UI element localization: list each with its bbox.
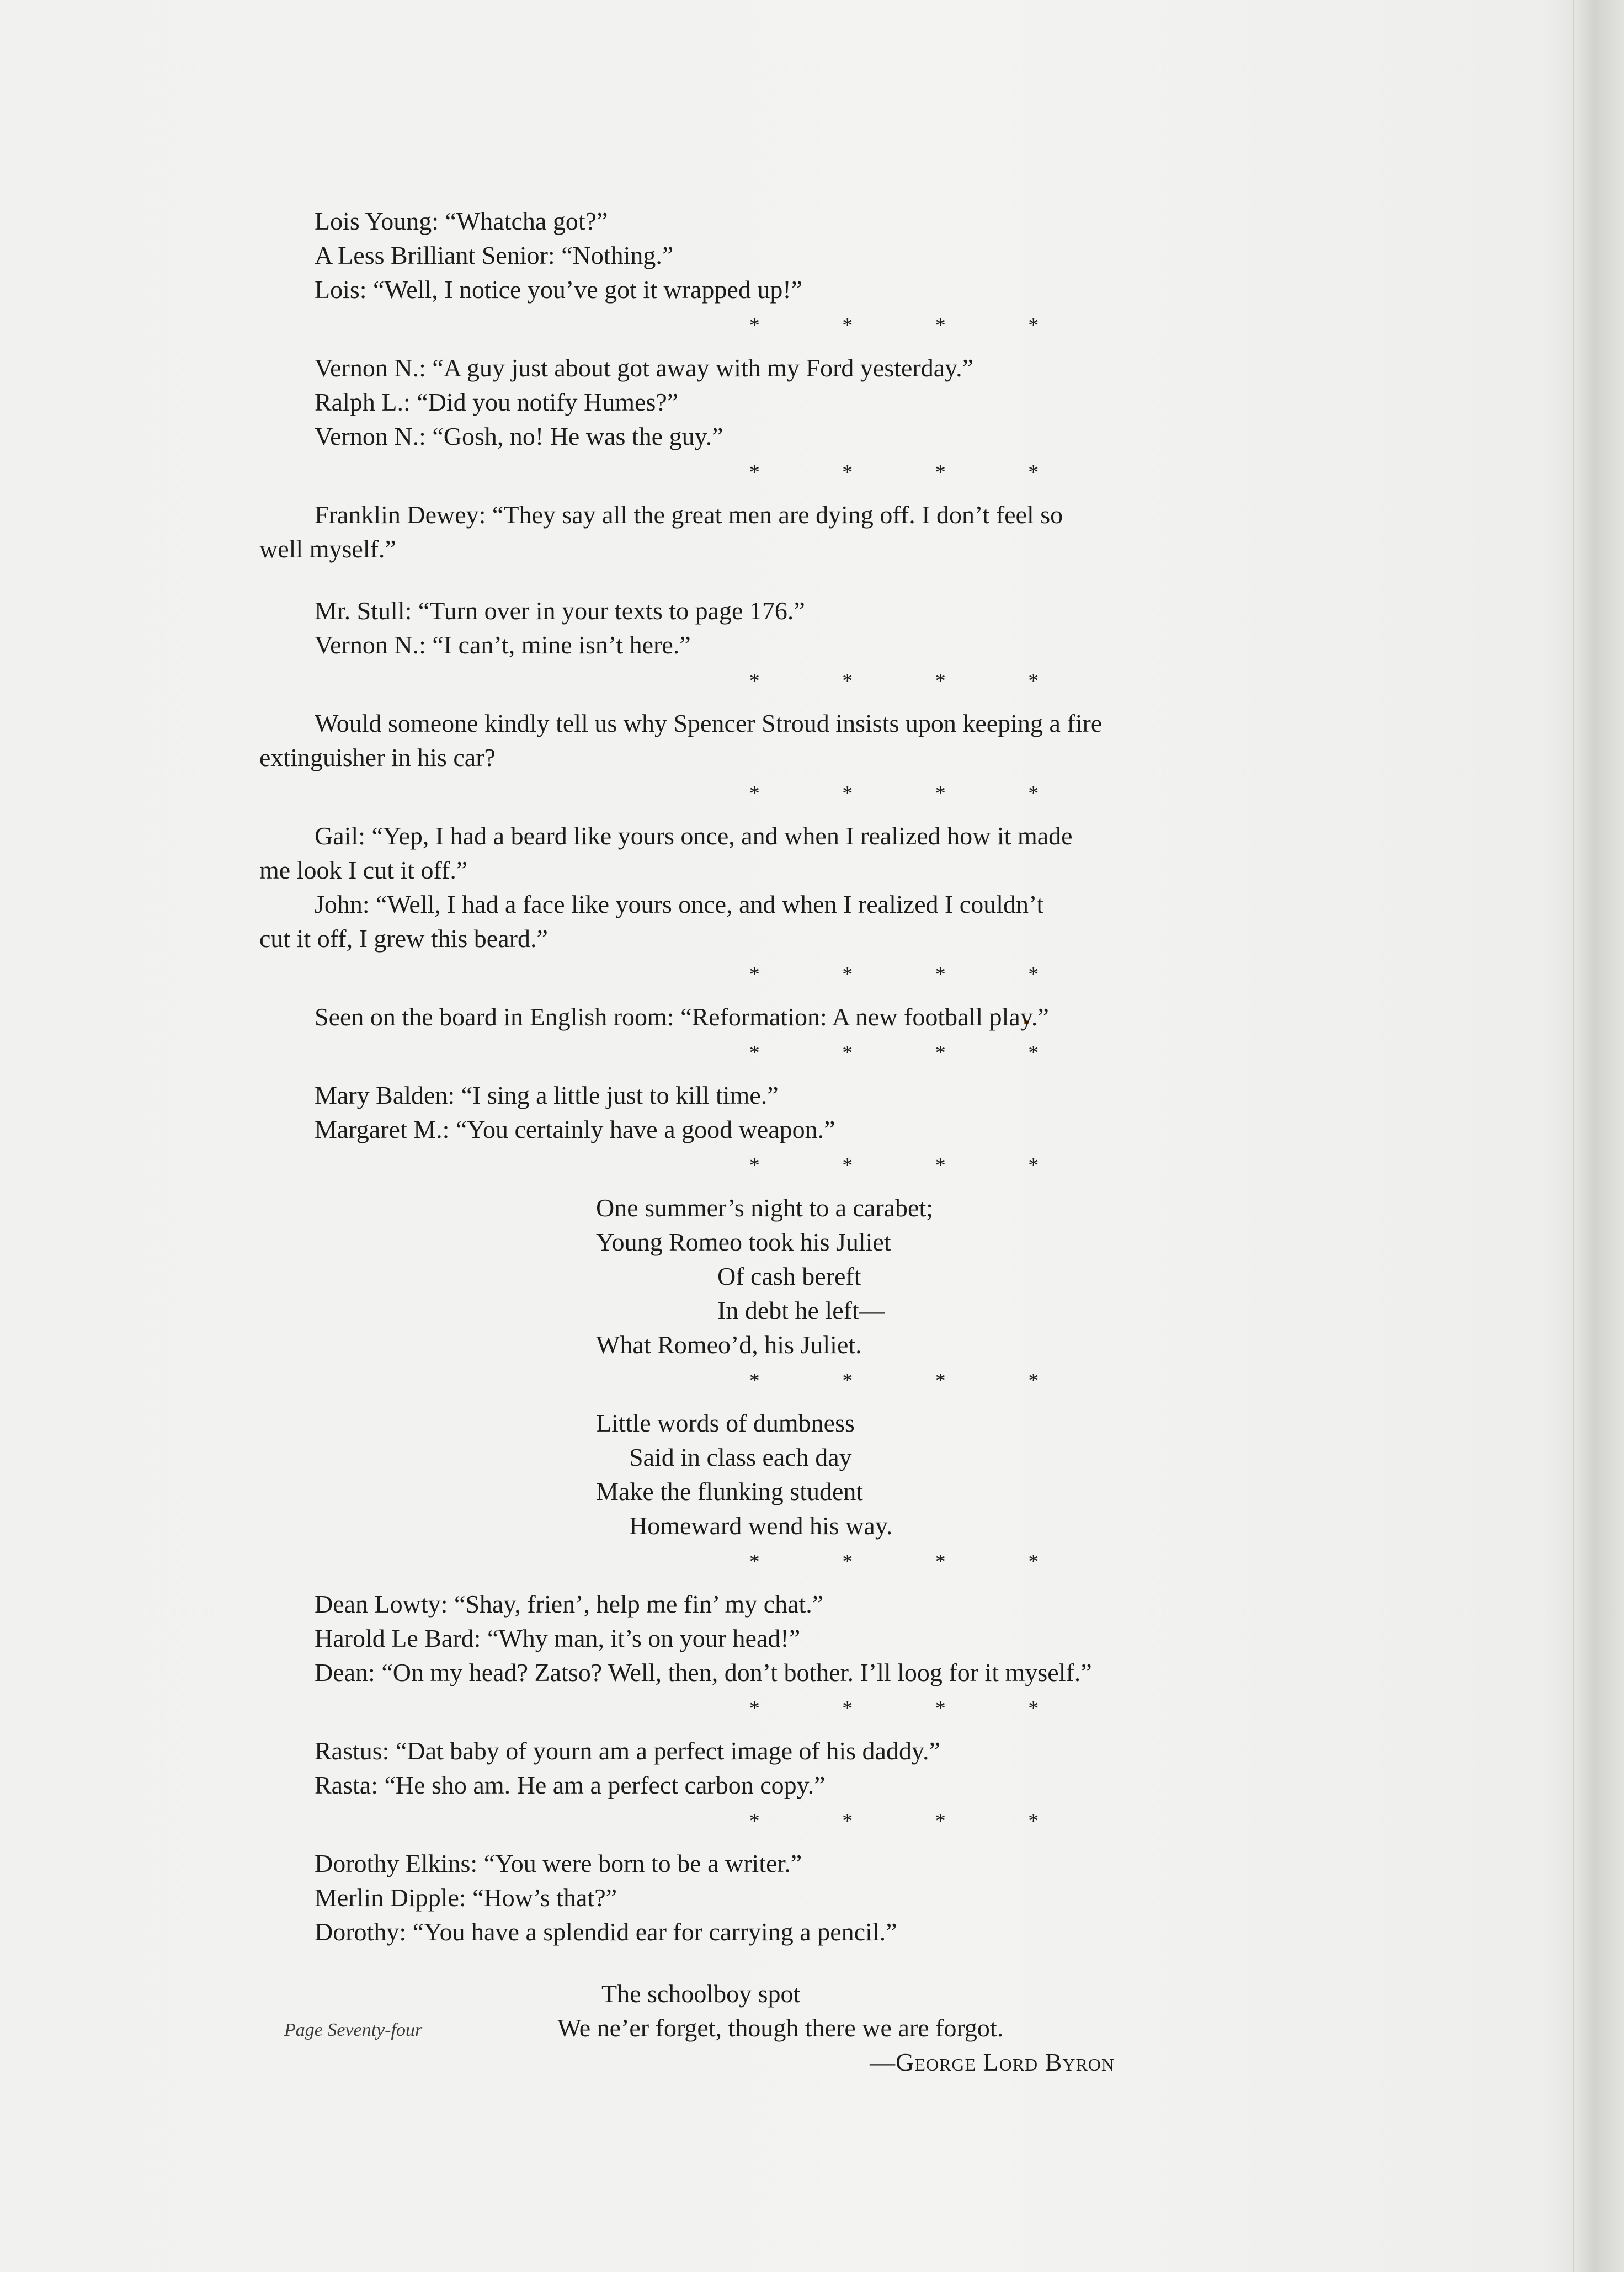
poem-line: Little words of dumbness — [596, 1409, 855, 1437]
poem — [259, 1191, 1374, 1362]
spacer — [259, 566, 1374, 594]
dialogue-block — [259, 351, 1374, 454]
dialogue-block — [259, 1847, 1374, 1949]
dialogue-block — [259, 1734, 1374, 1802]
closing-quote — [259, 1977, 1374, 2045]
dialogue-block — [259, 1078, 1374, 1147]
section-separator: * * * * — [749, 963, 1078, 986]
poem-line: Young Romeo took his Juliet — [596, 1228, 891, 1256]
section-separator: * * * * — [749, 669, 1078, 693]
dialogue-line: Ralph L.: “Did you notify Humes?” — [315, 388, 679, 416]
section-separator: * * * * — [749, 1041, 1078, 1065]
paragraph-first-line: Would someone kindly tell us why Spencer Stroud insists upon keeping a fire — [315, 709, 1103, 737]
paragraph-continuation: well myself.” — [259, 535, 396, 563]
page-edge — [1573, 0, 1624, 2272]
paragraph-first-line: Gail: “Yep, I had a beard like yours once, and when I realized how it made — [315, 822, 1073, 850]
dialogue-block — [259, 204, 1374, 307]
spacer — [259, 1949, 1374, 1977]
dialogue-line: Rasta: “He sho am. He am a perfect carbon copy.” — [315, 1771, 826, 1799]
dialogue-line: Mary Balden: “I sing a little just to kill time.” — [315, 1081, 779, 1109]
poem-line: What Romeo’d, his Juliet. — [596, 1331, 862, 1359]
paragraph-first-line: John: “Well, I had a face like yours once, and when I realized I couldn’t — [315, 890, 1044, 918]
dialogue-block — [259, 1000, 1374, 1034]
dialogue-block — [259, 1587, 1374, 1690]
dialogue-line: Mr. Stull: “Turn over in your texts to page 176.” — [315, 597, 805, 625]
dialogue-line: Margaret M.: “You certainly have a good weapon.” — [315, 1115, 835, 1143]
section-separator: * * * * — [749, 1810, 1078, 1833]
paragraph — [259, 819, 1374, 887]
poem-line: Make the flunking student — [596, 1477, 864, 1505]
poem-line: One summer’s night to a carabet; — [596, 1194, 934, 1222]
section-separator: * * * * — [749, 314, 1078, 337]
dialogue-line: Vernon N.: “I can’t, mine isn’t here.” — [315, 631, 691, 659]
dialogue-line: Dorothy Elkins: “You were born to be a writer.” — [315, 1849, 802, 1877]
poem-line: In debt he left— — [717, 1296, 885, 1324]
poem-line: Of cash bereft — [717, 1262, 861, 1290]
dialogue-block — [259, 594, 1374, 662]
section-separator: * * * * — [749, 461, 1078, 484]
dialogue-line: Dean: “On my head? Zatso? Well, then, don’t bother. I’ll loog for it myself.” — [315, 1658, 1092, 1686]
dialogue-line: A Less Brilliant Senior: “Nothing.” — [315, 241, 674, 269]
paragraph — [259, 706, 1374, 775]
dialogue-line: Dean Lowty: “Shay, frien’, help me fin’ my chat.” — [315, 1590, 824, 1618]
dialogue-line: Merlin Dipple: “How’s that?” — [315, 1883, 617, 1912]
page-number: Page Seventy-four — [284, 2020, 423, 2040]
paragraph-continuation: extinguisher in his car? — [259, 743, 496, 771]
section-separator: * * * * — [749, 1697, 1078, 1720]
dialogue-line: Vernon N.: “A guy just about got away with my Ford yesterday.” — [315, 354, 974, 382]
paragraph-continuation: me look I cut it off.” — [259, 856, 468, 884]
dialogue-line: Dorothy: “You have a splendid ear for carrying a pencil.” — [315, 1918, 897, 1946]
poem-line: Homeward wend his way. — [629, 1512, 893, 1540]
poem — [259, 1406, 1374, 1543]
dialogue-line: Vernon N.: “Gosh, no! He was the guy.” — [315, 422, 723, 450]
paragraph-first-line: Franklin Dewey: “They say all the great men are dying off. I don’t feel so — [315, 501, 1063, 529]
section-separator: * * * * — [749, 1154, 1078, 1177]
paragraph — [259, 498, 1374, 566]
dialogue-line: Lois Young: “Whatcha got?” — [315, 207, 608, 235]
dialogue-line: Rastus: “Dat baby of yourn am a perfect image of his daddy.” — [315, 1737, 940, 1765]
dialogue-line: Harold Le Bard: “Why man, it’s on your head!” — [315, 1624, 801, 1652]
section-separator: * * * * — [749, 1550, 1078, 1573]
dialogue-line: Seen on the board in English room: “Reformation: A new football play.” — [315, 1003, 1049, 1031]
section-separator: * * * * — [749, 1369, 1078, 1392]
quote-line: The schoolboy spot — [601, 1980, 801, 2008]
quote-attribution: —George Lord Byron — [870, 2048, 1115, 2076]
section-separator: * * * * — [749, 782, 1078, 805]
poem-line: Said in class each day — [629, 1443, 852, 1471]
quote-line: We ne’er forget, though there we are forgot. — [557, 2014, 1004, 2042]
dialogue-line: Lois: “Well, I notice you’ve got it wrapped up!” — [315, 275, 803, 304]
paragraph — [259, 887, 1374, 956]
paragraph-continuation: cut it off, I grew this beard.” — [259, 924, 548, 953]
page-content — [259, 204, 1374, 2079]
